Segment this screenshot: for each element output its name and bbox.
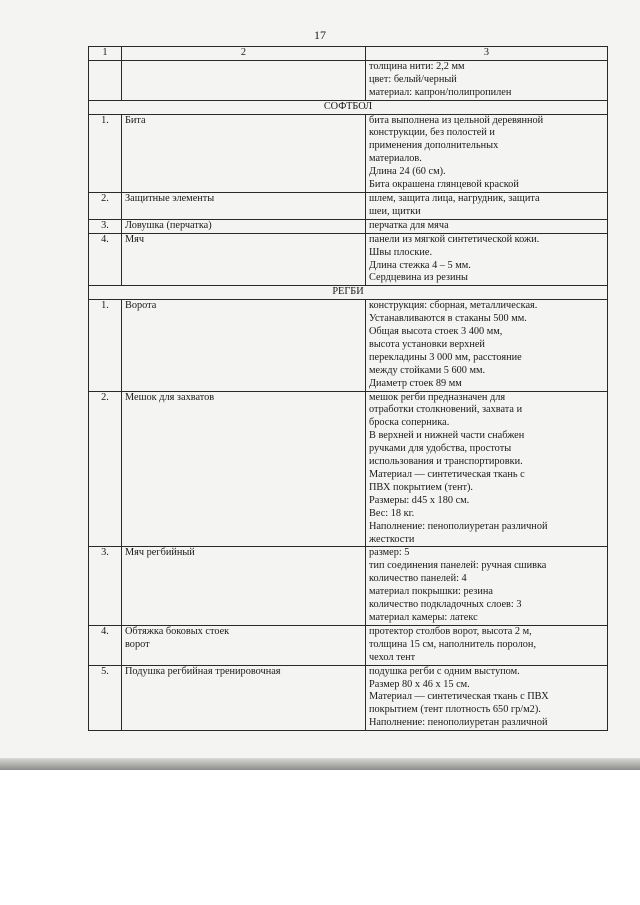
section-row (89, 100, 608, 114)
item-number: 2. (89, 391, 122, 547)
description-line: отработки столкновений, захвата и (369, 404, 523, 416)
table-row (89, 219, 608, 233)
description-line: материал: капрон/полипропилен (369, 86, 512, 98)
description-line: конструкции, без полостей и (369, 127, 495, 139)
description-line: Размер 80 х 46 х 15 см. (369, 678, 470, 690)
description-line: перекладины 3 000 мм, расстояние (369, 351, 522, 363)
table-row (89, 114, 608, 192)
item-description (366, 665, 608, 731)
item-number (89, 60, 122, 100)
item-name: Подушка регбийная тренировочная (122, 665, 366, 731)
description-line: Швы плоские. (369, 246, 433, 258)
item-number: 1. (89, 300, 122, 391)
item-description (366, 60, 608, 100)
description-line: ручками для удобства, простоты (369, 443, 512, 455)
item-number: 4. (89, 233, 122, 286)
table-row (89, 391, 608, 547)
table-row (89, 625, 608, 665)
description-line: количество подкладочных слоев: 3 (369, 599, 522, 611)
description-line: Длина стежка 4 – 5 мм. (369, 259, 471, 271)
description-line: перчатка для мяча (369, 219, 449, 231)
description-line: покрытием (тент плотность 650 гр/м2). (369, 704, 541, 716)
description-line: Наполнение: пенополиуретан различной (369, 717, 548, 729)
item-name (122, 60, 366, 100)
description-line: Вес: 18 кг. (369, 507, 415, 519)
item-number: 3. (89, 547, 122, 625)
table-row (89, 192, 608, 219)
item-number: 2. (89, 192, 122, 219)
description-line: Общая высота стоек 3 400 мм, (369, 326, 503, 338)
item-description (366, 233, 608, 286)
description-line: шлем, защита лица, нагрудник, защита (369, 192, 540, 204)
description-line: высота установки верхней (369, 338, 485, 350)
item-name: Ловушка (перчатка) (122, 219, 366, 233)
description-line: толщина 15 см, наполнитель поролон, (369, 638, 537, 650)
description-line: Материал — синтетическая ткань с ПВХ (369, 691, 549, 703)
description-line: Диаметр стоек 89 мм (369, 377, 462, 389)
description-line: Наполнение: пенополиуретан различной (369, 520, 548, 532)
section-row (89, 286, 608, 300)
item-description (366, 547, 608, 625)
description-line: цвет: белый/черный (369, 73, 457, 85)
description-line: Устанавливаются в стаканы 500 мм. (369, 313, 527, 325)
description-line: жесткости (369, 533, 415, 545)
description-line: протектор столбов ворот, высота 2 м, (369, 625, 532, 637)
description-line: использования и транспортировки. (369, 456, 523, 468)
table-row (89, 547, 608, 625)
section-title: РЕГБИ (89, 286, 608, 300)
description-line: материал камеры: латекс (369, 611, 478, 623)
table-row (89, 665, 608, 731)
description-line: Бита окрашена глянцевой краской (369, 179, 519, 191)
item-description (366, 219, 608, 233)
item-name: Ворота (122, 300, 366, 391)
description-line: конструкция: сборная, металлическая. (369, 300, 538, 312)
description-line: панели из мягкой синтетической кожи. (369, 233, 540, 245)
item-name: Бита (122, 114, 366, 192)
description-line: Длина 24 (60 см). (369, 166, 446, 178)
description-line: Сердцевина из резины (369, 272, 468, 284)
description-line: мешок регби предназначен для (369, 391, 506, 403)
description-line: тип соединения панелей: ручная сшивка (369, 560, 547, 572)
table-row (89, 60, 608, 100)
item-description (366, 300, 608, 391)
item-number: 5. (89, 665, 122, 731)
description-line: Материал — синтетическая ткань с (369, 469, 525, 480)
description-line: Размеры: d45 х 180 см. (369, 494, 470, 506)
description-line: материал покрышки: резина (369, 586, 493, 598)
table-row (89, 233, 608, 286)
item-number: 1. (89, 114, 122, 192)
page-number: 17 (314, 28, 326, 42)
item-number: 4. (89, 625, 122, 665)
description-line: между стойками 5 600 мм. (369, 364, 486, 376)
description-line: бита выполнена из цельной деревянной (369, 114, 544, 126)
item-number: 3. (89, 219, 122, 233)
equipment-table (88, 46, 608, 731)
item-description (366, 192, 608, 219)
table-row (89, 300, 608, 391)
description-line: толщина нити: 2,2 мм (369, 60, 465, 72)
item-name: Мяч (122, 233, 366, 286)
description-line: размер: 5 (369, 547, 410, 559)
description-line: броска соперника. (369, 417, 450, 429)
description-line: ПВХ покрытием (тент). (369, 481, 473, 493)
description-line: шеи, щитки (369, 205, 421, 217)
item-description (366, 625, 608, 665)
description-line: подушка регби с одним выступом. (369, 665, 520, 677)
description-line: В верхней и нижней части снабжен (369, 430, 525, 442)
item-description (366, 391, 608, 547)
item-description (366, 114, 608, 192)
description-line: материалов. (369, 153, 422, 165)
table-header-row (89, 47, 608, 61)
header-col-3: 3 (366, 47, 608, 61)
section-title: СОФТБОЛ (89, 100, 608, 114)
header-col-2: 2 (122, 47, 366, 61)
description-line: применения дополнительных (369, 140, 499, 152)
scan-bottom-edge (0, 758, 640, 770)
item-name: Обтяжка боковых стоек ворот (122, 625, 366, 665)
item-name: Мешок для захватов (122, 391, 366, 547)
header-col-1: 1 (89, 47, 122, 61)
description-line: количество панелей: 4 (369, 573, 467, 585)
description-line: чехол тент (369, 651, 416, 663)
item-name: Защитные элементы (122, 192, 366, 219)
item-name: Мяч регбийный (122, 547, 366, 625)
